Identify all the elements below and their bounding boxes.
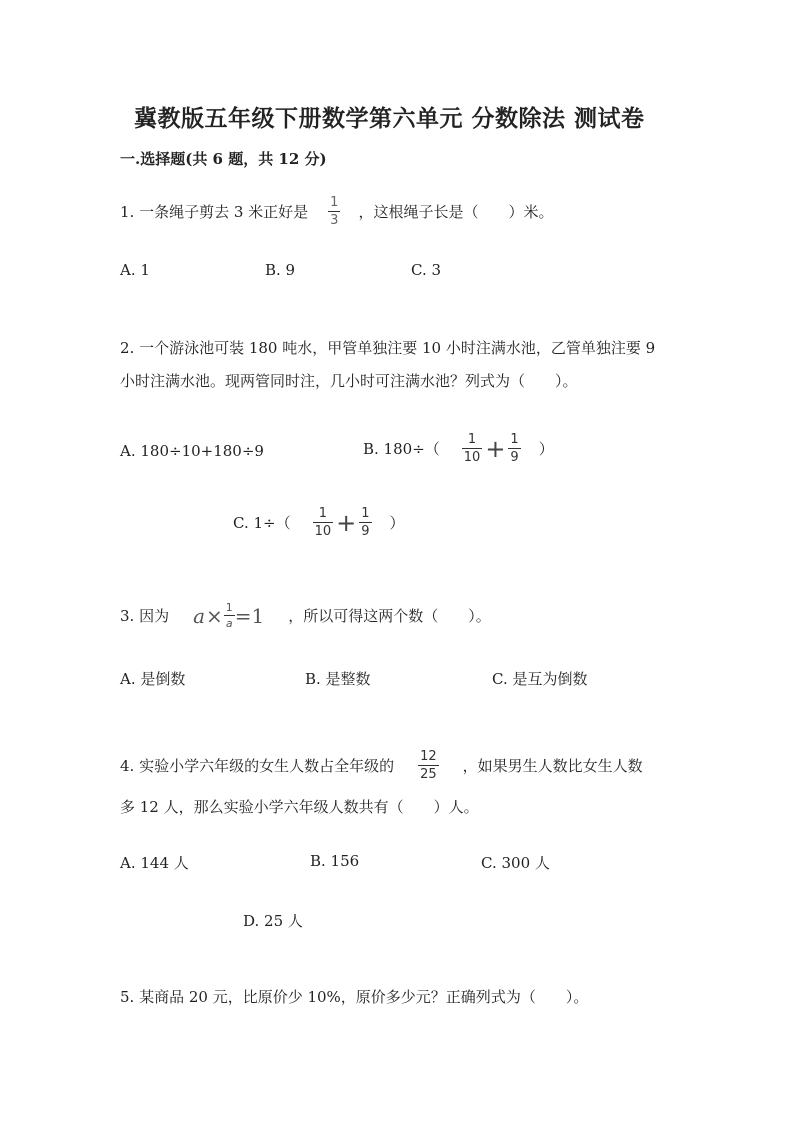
q3-option-b[interactable]: B. 是整数	[305, 670, 371, 688]
question-4-line-1	[120, 750, 643, 781]
math-variable: a	[193, 603, 206, 628]
q2-option-a[interactable]: A. 180÷10+180÷9	[120, 442, 264, 460]
question-2-line-2: 小时注满水池。现两管同时注，几小时可注满水池？列式为（ ）。	[120, 372, 578, 390]
q4-option-c[interactable]: C. 300 人	[481, 854, 550, 872]
q2-option-c[interactable]	[233, 507, 405, 538]
section-heading: 一.选择题(共 6 题，共 12 分)	[120, 150, 327, 168]
question-4-text-end: ，如果男生人数比女生人数	[462, 757, 643, 775]
fraction-sum-expression	[462, 433, 521, 464]
close-paren: ）	[538, 440, 554, 458]
plus-sign: +	[336, 508, 357, 537]
question-5: 5. 某商品 20 元，比原价少 10%，原价多少元？正确列式为（ ）。	[120, 988, 589, 1006]
times-sign: ×	[206, 603, 223, 628]
fraction-numerator: 1	[225, 601, 233, 614]
question-2-line-1: 2. 一个游泳池可装 180 吨水，甲管单独注要 10 小时注满水池，乙管单独注要 9	[120, 339, 656, 357]
fraction-denominator: a	[225, 617, 233, 630]
q3-option-c[interactable]: C. 是互为倒数	[492, 670, 588, 688]
close-paren: ）	[389, 514, 405, 532]
q2-option-b-label: B. 180÷（	[363, 440, 440, 458]
fraction-one-tenth	[462, 433, 483, 464]
fraction-numerator: 1	[510, 432, 519, 447]
fraction-numerator: 1	[361, 506, 370, 521]
q4-option-d[interactable]: D. 25 人	[243, 912, 303, 930]
fraction-denominator: 3	[330, 213, 339, 228]
question-3-text-end: ，所以可得这两个数（ ）。	[288, 607, 491, 625]
fraction-twelve-twentyfifths	[418, 750, 439, 781]
question-3	[120, 602, 491, 629]
question-1	[120, 196, 553, 227]
fraction-denominator: 25	[420, 767, 437, 782]
q3-option-a[interactable]: A. 是倒数	[120, 670, 186, 688]
question-3-text-start: 3. 因为	[120, 607, 170, 625]
fraction-one-over-a	[224, 602, 235, 629]
question-4-line-2: 多 12 人，那么实验小学六年级人数共有（ ）人。	[120, 798, 479, 816]
plus-sign: +	[485, 434, 506, 463]
fraction-denominator: 9	[361, 524, 370, 539]
page-title: 冀教版五年级下册数学第六单元 分数除法 测试卷	[134, 105, 645, 132]
question-4-text-start: 4. 实验小学六年级的女生人数占全年级的	[120, 757, 395, 775]
math-expression	[193, 602, 264, 629]
q2-option-c-label: C. 1÷（	[233, 514, 291, 532]
fraction-numerator: 12	[420, 749, 437, 764]
fraction-sum-expression	[313, 507, 372, 538]
question-1-text-start: 1. 一条绳子剪去 3 米正好是	[120, 203, 309, 221]
fraction-one-ninth	[508, 433, 520, 464]
fraction-numerator: 1	[318, 506, 327, 521]
q1-option-c[interactable]: C. 3	[411, 261, 442, 279]
fraction-denominator: 9	[510, 450, 519, 465]
fraction-one-tenth	[313, 507, 334, 538]
fraction-denominator: 10	[463, 450, 481, 465]
fraction-numerator: 1	[467, 432, 477, 447]
fraction-one-ninth	[359, 507, 371, 538]
fraction-denominator: 10	[314, 524, 332, 539]
equals-one: =1	[234, 603, 265, 628]
fraction-one-third	[328, 196, 340, 227]
q2-option-b[interactable]	[363, 433, 554, 464]
fraction-numerator: 1	[330, 195, 339, 210]
q4-option-b[interactable]: B. 156	[310, 852, 360, 870]
q4-option-a[interactable]: A. 144 人	[120, 854, 189, 872]
question-1-text-end: ，这根绳子长是（ ）米。	[358, 203, 554, 221]
q1-option-a[interactable]: A. 1	[120, 261, 150, 279]
q1-option-b[interactable]: B. 9	[265, 261, 296, 279]
